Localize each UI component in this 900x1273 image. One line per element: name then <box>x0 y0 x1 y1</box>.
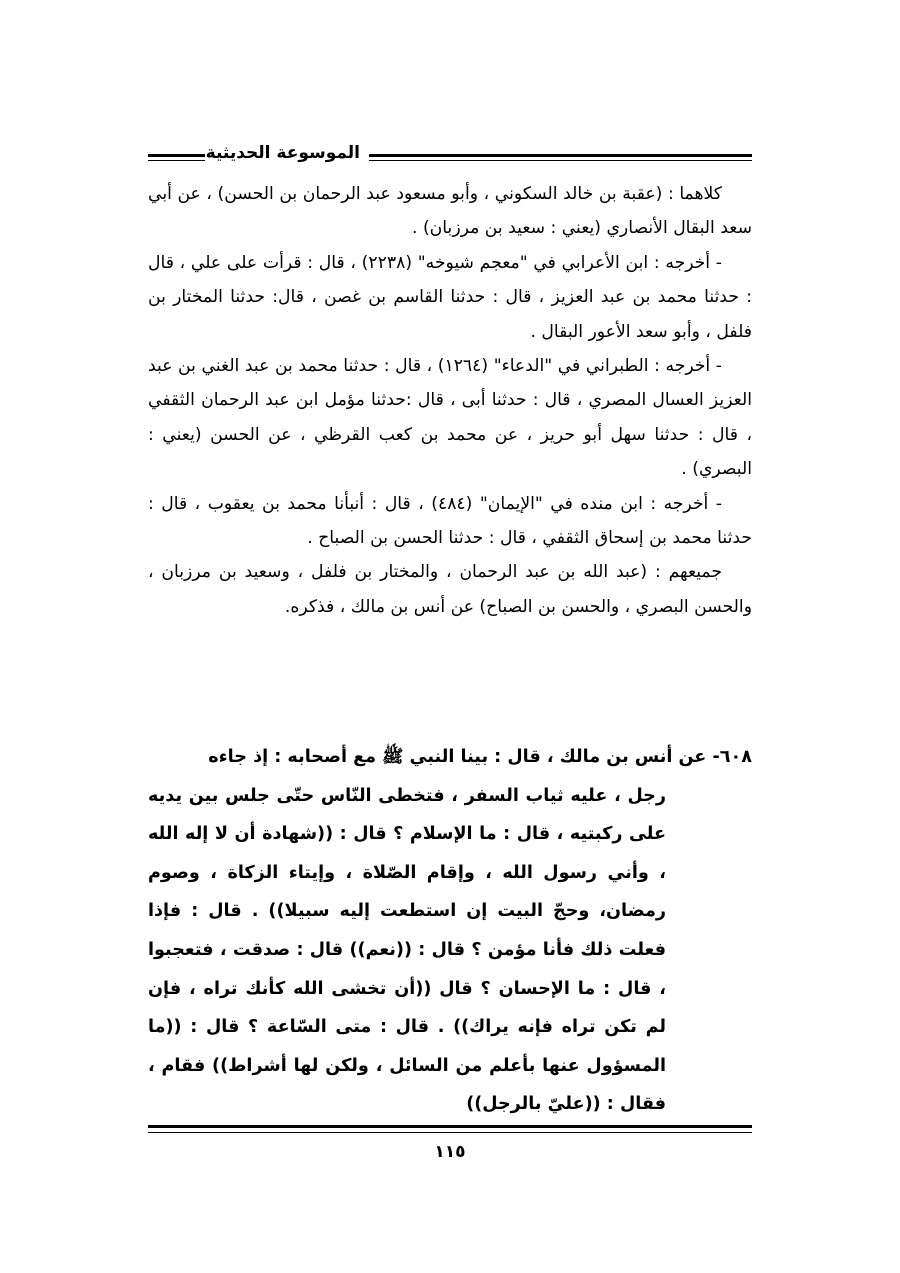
paragraph-2: - أخرجه : ابن الأعرابي في "معجم شيوخه" (٢٢٣٨) ، قال : قرأت على علي ، قال : حدثنا محمد بن عبد العزيز ، قال : حدثنا القاسم بن غصن ، قال: حدثنا المختار بن فلفل ، وأبو سعد الأعور البقال . <box>148 252 752 342</box>
header-rule-long <box>369 154 752 161</box>
paragraph-5: جميعهم : (عبد الله بن عبد الرحمان ، والمختار بن فلفل ، وسعيد بن مرزبان ، والحسن البصري ، والحسن بن الصباح) عن أنس بن مالك ، فذكره. <box>148 562 752 617</box>
paragraph-1: كلاهما : (عقبة بن خالد السكوني ، وأبو مسعود عبد الرحمان بن الحسن) ، عن أبي سعد البقال الأنصاري (يعني : سعيد بن مرزبان) . <box>148 184 752 239</box>
hadith-number: ٦٠٨- <box>712 747 752 767</box>
hadith-block <box>148 738 752 1124</box>
page-number: ١١٥ <box>434 1142 466 1162</box>
header-rule-short <box>148 154 205 161</box>
running-header <box>148 141 752 171</box>
body-text <box>148 177 752 624</box>
hadith-text: رجل ، عليه ثياب السفر ، فتخطى النّاس حتّى جلس بين يديه على ركبتيه ، قال : ما الإسلام ؟ قال : ((شهادة أن لا إله الله ، وأني رسول الله ، وإقام الصّلاة ، وإيتاء الزكاة ، وصوم رمضان، وحجّ البيت إن استطعت إليه سبيلا)) . قال : فإذا فعلت ذلك فأنا مؤمن ؟ قال : ((نعم)) قال : صدقت ، فتعجبوا ، قال : ما الإحسان ؟ قال ((أن تخشى الله كأنك تراه ، فإن لم تكن تراه فإنه يراك)) . قال : متى السّاعة ؟ قال : ((ما المسؤول عنها بأعلم من السائل ، ولكن لها أشراط)) فقام ، فقال : ((عليّ بالرجل)) <box>148 785 666 1115</box>
paragraph-3: - أخرجه : الطبراني في "الدعاء" (١٢٦٤) ، قال : حدثنا محمد بن عبد الغني بن عبد العزيز العسال المصري ، قال : حدثنا أبى ، قال :حدثنا مؤمل ابن عبد الرحمان الثقفي ، قال : حدثنا سهل أبو حريز ، عن محمد بن كعب القرظي ، عن الحسن (يعني : البصري) . <box>148 356 752 480</box>
paragraph-4: - أخرجه : ابن منده في "الإيمان" (٤٨٤) ، قال : أنبأنا محمد بن يعقوب ، قال : حدثنا محمد بن إسحاق الثقفي ، قال : حدثنا الحسن بن الصباح . <box>148 493 752 549</box>
header-title: الموسوعة الحديثية <box>205 143 360 163</box>
hadith-opening: عن أنس بن مالك ، قال : بينا النبي ﷺ مع أصحابه : إذ جاءه <box>208 747 707 767</box>
hadith-first-line <box>148 738 752 777</box>
footer-rule <box>148 1125 752 1133</box>
